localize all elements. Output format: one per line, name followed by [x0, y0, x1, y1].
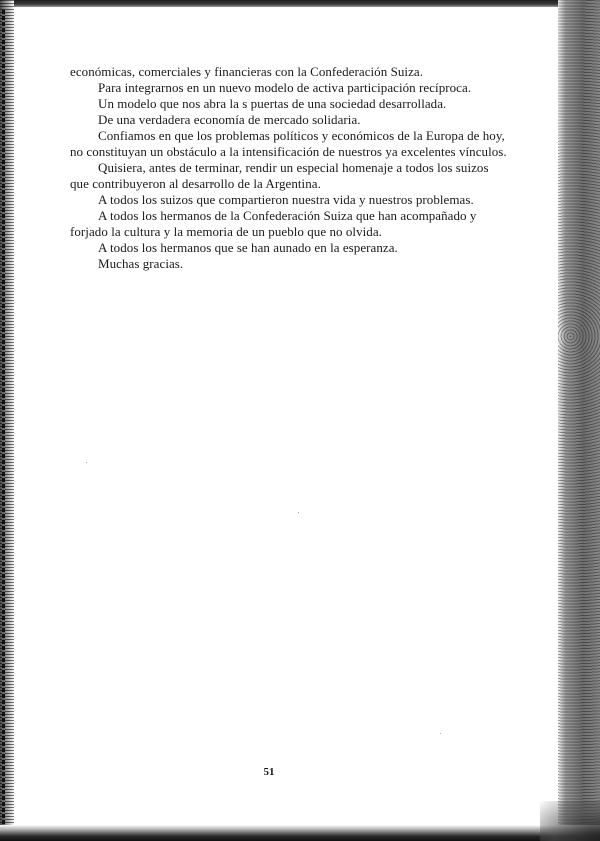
- scan-speck: [440, 733, 441, 734]
- paragraph: A todos los hermanos que se han aunado en la esperanza.: [98, 240, 398, 255]
- paragraph: económicas, comerciales y financieras con la Confederación Suiza.: [70, 64, 424, 79]
- body-text: [70, 64, 510, 272]
- scan-bottom-edge: [0, 825, 600, 841]
- paragraph: Para integrarnos en un nuevo modelo de activa participación recíproca.: [98, 80, 472, 95]
- paragraph: Confiamos en que los problemas políticos y económicos de la Europa de hoy, no constituyan un obstáculo a la intensificación de nuestros ya excelentes vínculos.: [70, 128, 507, 159]
- paragraph: Quisiera, antes de terminar, rendir un especial homenaje a todos los suizos que contribuyeron al desarrollo de la Argentina.: [70, 160, 489, 191]
- paragraph: Muchas gracias.: [98, 256, 184, 271]
- scan-right-edge: [558, 0, 600, 841]
- paragraph: A todos los suizos que compartieron nuestra vida y nuestros problemas.: [98, 192, 474, 207]
- scan-top-edge: [0, 0, 600, 7]
- scan-speck: [86, 462, 87, 463]
- scan-corner-shadow: [540, 801, 600, 841]
- paragraph: A todos los hermanos de la Confederación Suiza que han acompañado y forjado la cultura y la memoria de un pueblo que no olvida.: [70, 208, 477, 239]
- page-number: 51: [263, 766, 275, 778]
- paragraph: Un modelo que nos abra la s puertas de una sociedad desarrollada.: [98, 96, 447, 111]
- scan-speck: [298, 512, 299, 513]
- paragraph: De una verdadera economía de mercado solidaria.: [98, 112, 361, 127]
- scan-binding-shadow: [2, 10, 5, 830]
